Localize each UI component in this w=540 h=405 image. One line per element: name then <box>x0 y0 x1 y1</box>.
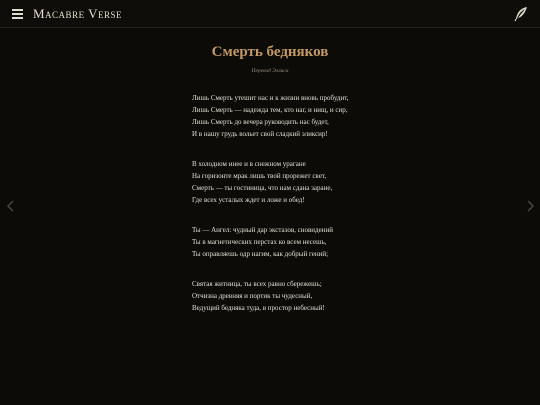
poem-line: Смерть — ты гостиница, что нам сдана заране, <box>192 184 333 192</box>
chevron-left-icon[interactable] <box>5 198 17 214</box>
poem-title: Смерть бедняков <box>211 44 329 60</box>
stanza-3 <box>192 224 492 260</box>
poem-line: Лишь Смерть до вечера руководить нас будет, <box>192 118 329 126</box>
poem-line: Ты оправляешь одр нагим, как добрый гений; <box>192 250 329 258</box>
poem-line: Лишь Смерть — надежда тем, кто наг, и нищ, и сир, <box>192 106 348 114</box>
poem-line: Где всех усталых ждет и ложе и обед! <box>192 196 305 204</box>
site-brand[interactable]: Macabre Verse <box>33 6 122 21</box>
poem-line: И в нашу грудь вольет свой сладкий эликсир! <box>192 130 328 138</box>
poem-line: На горизонте мрак лишь твой прорежет свет, <box>192 172 327 180</box>
top-bar <box>0 0 540 28</box>
poem-line: Святая житница, ты всех равно сбережешь; <box>192 280 322 288</box>
stanza-4 <box>192 278 492 314</box>
poem-line: Ты — Ангел: чудный дар экстазов, сновидений <box>192 226 333 234</box>
stanza-1 <box>192 92 492 140</box>
poem-body <box>192 92 492 332</box>
poem-line: Отчизна древняя и портик ты чудесный, <box>192 292 313 300</box>
menu-icon[interactable] <box>12 9 23 19</box>
poem-subtitle: Перевод Эллиса <box>251 68 289 74</box>
stanza-2 <box>192 158 492 206</box>
poem-line: В холодном инее и в снежном урагане <box>192 160 306 168</box>
poem-line: Ведущий бедняка туда, в простор небесный! <box>192 304 325 312</box>
quill-icon[interactable] <box>514 6 528 22</box>
poem-line: Лишь Смерть утешит нас и к жизни вновь пробудит, <box>192 94 349 102</box>
chevron-right-icon[interactable] <box>524 198 536 214</box>
poem-line: Ты в магнетических перстах ко всем несешь, <box>192 238 327 246</box>
